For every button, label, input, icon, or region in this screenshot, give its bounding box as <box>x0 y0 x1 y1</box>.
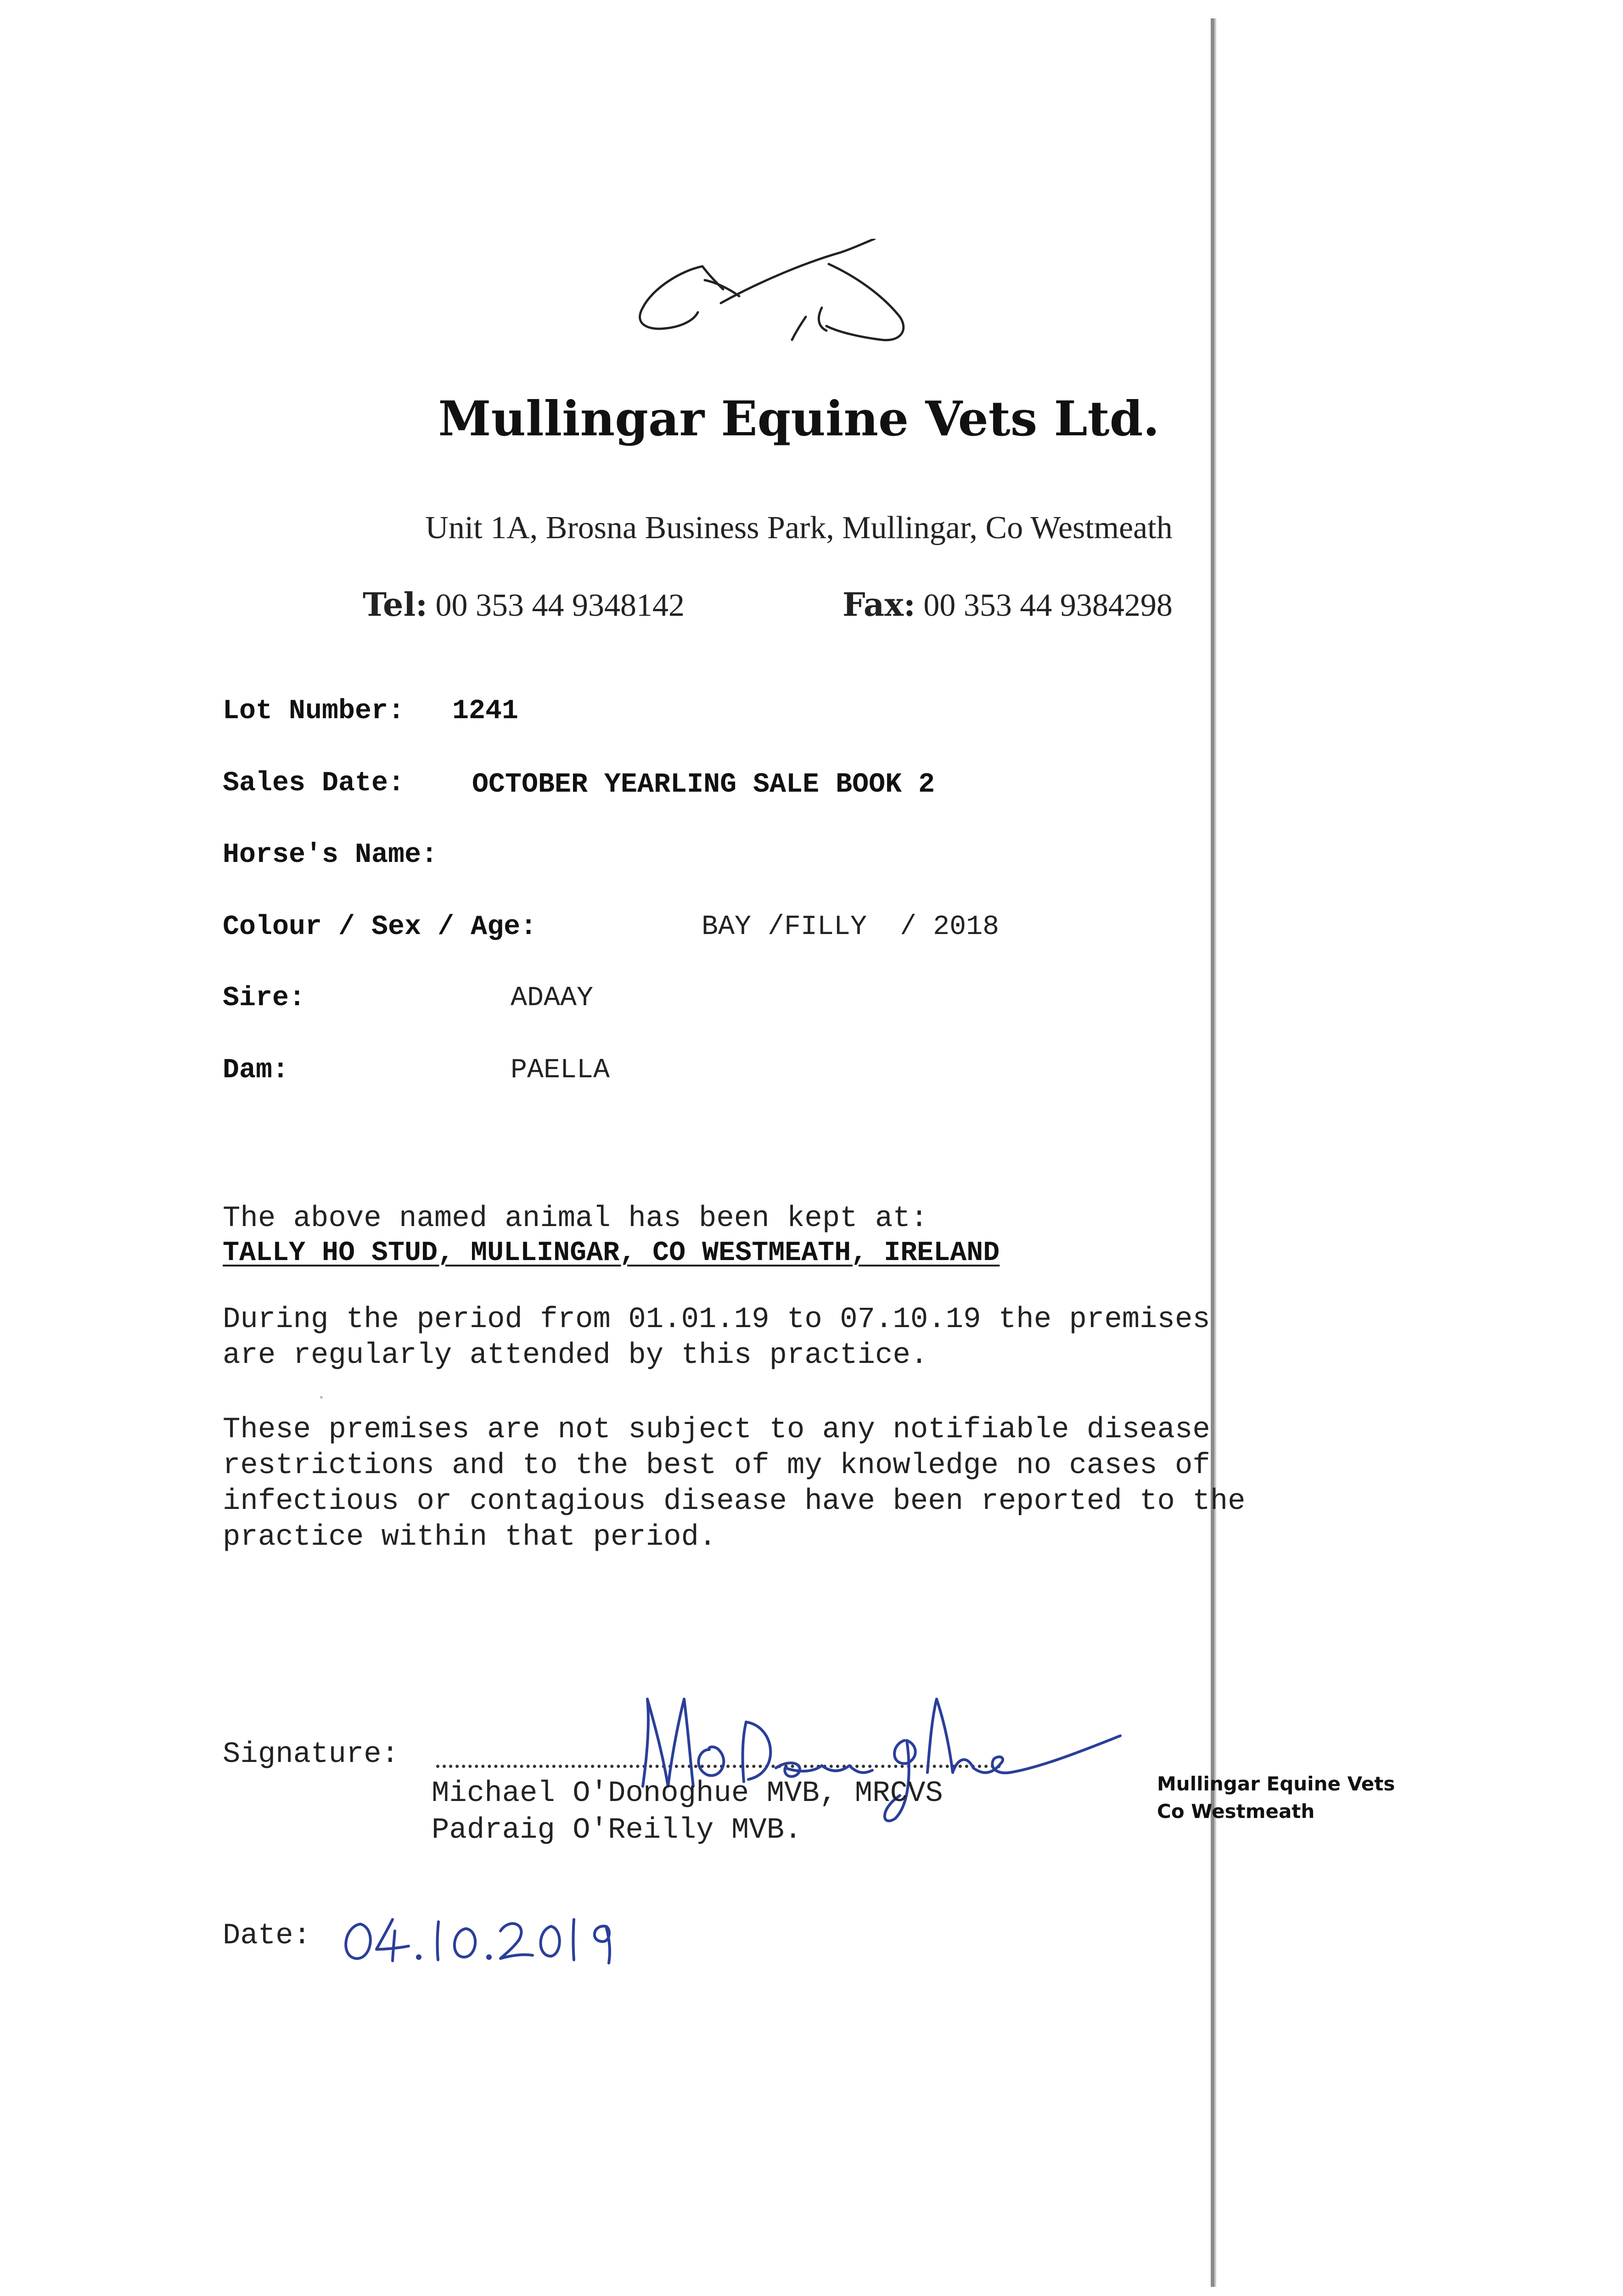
practice-stamp-line-1: Mullingar Equine Vets <box>1157 1773 1395 1795</box>
disease-line-1: These premises are not subject to any notifiable disease <box>223 1413 1210 1446</box>
fax-label: Fax: <box>842 585 915 624</box>
lot-number-label: Lot Number: <box>223 696 405 727</box>
signer-name-1: Michael O'Donoghue MVB, MRCVS <box>432 1777 943 1810</box>
period-line-1: During the period from 01.01.19 to 07.10.19 the premises <box>223 1303 1210 1336</box>
disease-line-2: restrictions and to the best of my knowledge no cases of <box>223 1449 1210 1482</box>
sire-value: ADAAY <box>511 983 594 1014</box>
sales-date-label: Sales Date: <box>223 768 405 799</box>
kept-intro-text: The above named animal has been kept at: <box>223 1202 928 1235</box>
horse-name-label: Horse's Name: <box>223 839 438 871</box>
sales-date-value: OCTOBER YEARLING SALE BOOK 2 <box>472 769 935 800</box>
tel-number: 00 353 44 9348142 <box>435 588 685 623</box>
period-line-2: are regularly attended by this practice. <box>223 1339 928 1372</box>
fax-number: 00 353 44 9384298 <box>923 588 1173 623</box>
scan-fold-line <box>1211 18 1214 2287</box>
fax-line <box>842 585 1173 624</box>
disease-line-4: practice within that period. <box>223 1521 717 1554</box>
premises-name: TALLY HO STUD, MULLINGAR, CO WESTMEATH, IRELAND <box>223 1238 1000 1269</box>
tel-label: Tel: <box>363 585 428 624</box>
scan-fold-shadow <box>1214 18 1216 2287</box>
disease-line-3: infectious or contagious disease have been reported to the <box>223 1485 1246 1518</box>
scan-speck <box>320 1396 323 1399</box>
two-horse-heads-line-logo-icon <box>624 239 937 358</box>
dam-label: Dam: <box>223 1055 289 1086</box>
lot-number-value: 1241 <box>452 696 519 727</box>
company-name: Mullingar Equine Vets Ltd. <box>438 390 1160 447</box>
colour-sex-age-value: BAY /FILLY / 2018 <box>702 912 1000 943</box>
dam-value: PAELLA <box>511 1055 610 1086</box>
colour-sex-age-label: Colour / Sex / Age: <box>223 912 537 943</box>
practice-stamp-line-2: Co Westmeath <box>1157 1800 1315 1823</box>
date-label: Date: <box>223 1919 311 1953</box>
telephone-line <box>363 585 685 624</box>
handwritten-date <box>335 1906 620 1965</box>
signer-name-2: Padraig O'Reilly MVB. <box>432 1814 802 1847</box>
sire-label: Sire: <box>223 983 306 1014</box>
company-address: Unit 1A, Brosna Business Park, Mullingar, Co Westmeath <box>425 510 1173 546</box>
signature-label: Signature: <box>223 1738 399 1771</box>
